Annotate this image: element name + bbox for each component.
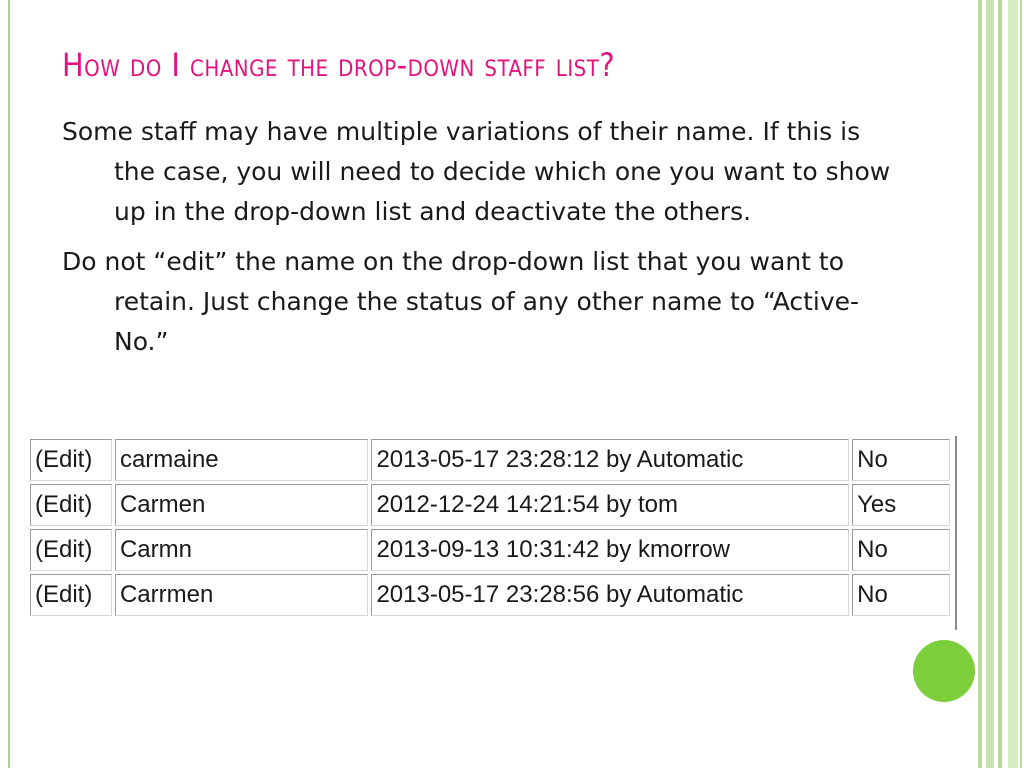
modified-cell: 2012-12-24 14:21:54 by tom (371, 484, 849, 526)
modified-cell: 2013-05-17 23:28:12 by Automatic (371, 439, 849, 481)
staff-name-cell: Carmn (115, 529, 369, 571)
edit-link[interactable]: (Edit) (30, 439, 112, 481)
table-row (30, 484, 950, 526)
table-row (30, 439, 950, 481)
modified-cell: 2013-05-17 23:28:56 by Automatic (371, 574, 849, 616)
modified-cell: 2013-09-13 10:31:42 by kmorrow (371, 529, 849, 571)
staff-name-cell: Carrmen (115, 574, 369, 616)
edit-link[interactable]: (Edit) (30, 484, 112, 526)
slide-title: How do I change the drop-down staff list? (62, 46, 616, 84)
slide-body (62, 112, 892, 372)
staff-name-cell: carmaine (115, 439, 369, 481)
edit-link[interactable]: (Edit) (30, 574, 112, 616)
edit-link[interactable]: (Edit) (30, 529, 112, 571)
paragraph-multiple-variations: Some staff may have multiple variations of their name. If this is the case, you will need to decide which one you want to show up in the drop-down list and deactivate the others. (62, 117, 891, 226)
active-status-cell: No (852, 439, 950, 481)
table-row (30, 529, 950, 571)
active-status-cell: No (852, 574, 950, 616)
slide-left-border (8, 0, 10, 768)
active-status-cell: No (852, 529, 950, 571)
decorative-green-circle (913, 640, 975, 702)
paragraph-do-not-edit: Do not “edit” the name on the drop-down list that you want to retain. Just change the status of any other name to “Active-No.” (62, 247, 860, 356)
staff-list-screenshot (27, 436, 957, 630)
staff-table (27, 436, 953, 619)
active-status-cell: Yes (852, 484, 950, 526)
slide-right-stripes (976, 0, 1024, 768)
table-row (30, 574, 950, 616)
staff-name-cell: Carmen (115, 484, 369, 526)
